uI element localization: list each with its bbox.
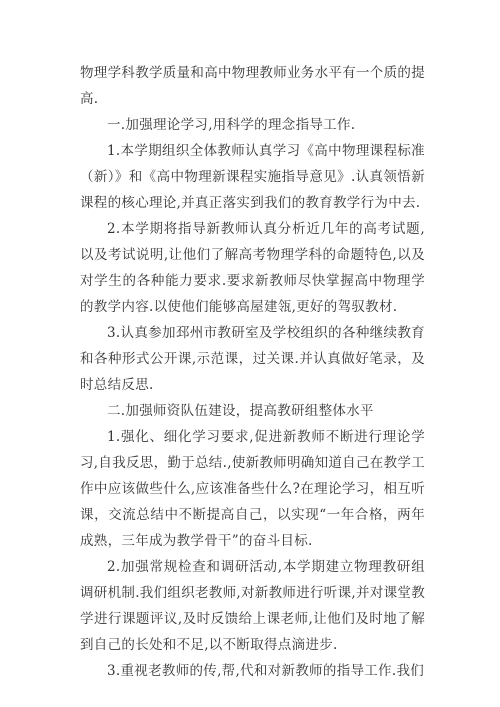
document-page [80, 60, 425, 684]
section-heading-1: 一.加强理论学习,用科学的理念指导工作. [107, 117, 356, 133]
section-heading-2: 二.加强师资队伍建设，提高教研组整体水平 [107, 403, 374, 419]
paragraph-1-3: 3.认真参加邳州市教研室及学校组织的各种继续教育和各种形式公开课,示范课，过关课.并认真做好笔录，及时总结反思. [80, 325, 425, 393]
paragraph-2-1: 1.强化、细化学习要求,促进新教师不断进行理论学习,自我反思，勤于总结.,使新教师明确知道自己在教学工作中应该做些什么,应该准备些什么?在理论学习，相互听课，交流总结中不断提高自己，以实现“一年合格，两年成熟，三年成为教学骨干”的奋斗目标. [80, 429, 425, 549]
paragraph-1-1: 1.本学期组织全体教师认真学习《高中物理课程标准（新）》和《高中物理新课程实施指导意见》.认真领悟新课程的核心理论,并真正落实到我们的教育教学行为中去. [80, 143, 425, 211]
paragraph-2-3: 3.重视老教师的传,帮,代和对新教师的指导工作.我们 [107, 663, 425, 679]
paragraph-1-2: 2.本学期将指导新教师认真分析近几年的高考试题,以及考试说明,让他们了解高考物理学科的命题特色,以及对学生的各种能力要求.要求新教师尽快掌握高中物理学的教学内容.以使他们能够高屋建瓴,更好的驾驭教材. [80, 221, 425, 315]
paragraph-intro-continuation: 物理学科教学质量和高中物理教师业务水平有一个质的提高. [80, 65, 425, 107]
paragraph-2-2: 2.加强常规检查和调研活动,本学期建立物理教研组调研机制.我们组织老教师,对新教师进行听课,并对课堂教学进行课题评议,及时反馈给上课老师,让他们及时地了解到自己的长处和不足,以不断取得点滴进步. [80, 559, 425, 653]
